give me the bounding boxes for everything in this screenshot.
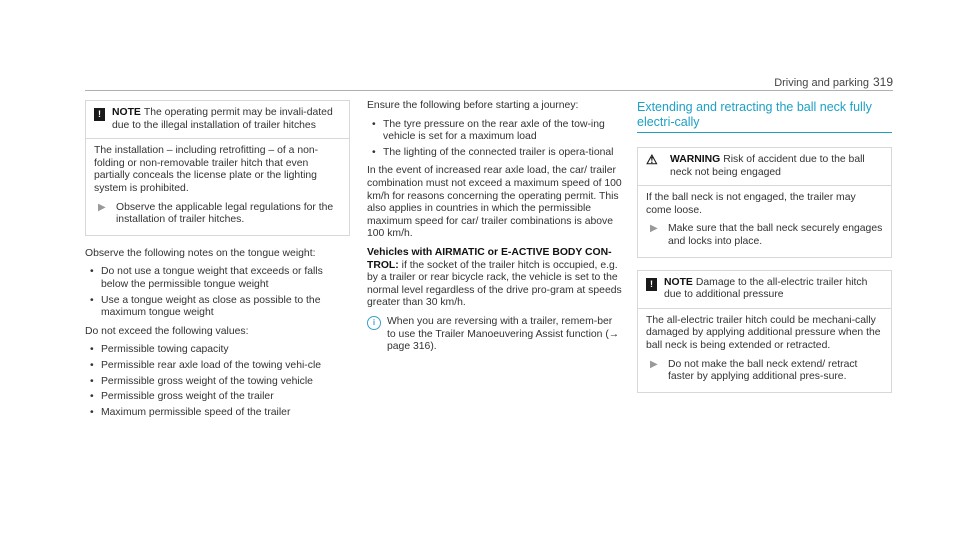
action-step xyxy=(646,223,883,248)
airmatic-text: if the socket of the trailer hitch is occupied, e.g. by a trailer or rear bicycle rack, the vehicle is set to the normal level regardless of the drive pro-gram at speeds greater than 30 km/h. xyxy=(367,259,622,309)
warning-head-sentence: Risk of accident due to the ball neck not being engaged xyxy=(670,154,865,178)
list-item: • The lighting of the connected trailer is opera-tional xyxy=(367,147,623,160)
action-step xyxy=(94,202,341,227)
notice-body-text: The installation – including retrofitting – of a non-folding or non-removable trailer hitch that even partially conceals the license plate or the lighting system is prohibited. xyxy=(94,145,319,194)
info-text: When you are reversing with a trailer, remem-ber to use the Trailer Manoeuvering Assist function (→ page 316). xyxy=(387,315,620,353)
action-step-text: Make sure that the ball neck securely engages and locks into place. xyxy=(668,223,883,247)
section-title: Extending and retracting the ball neck fully electri-cally xyxy=(637,100,892,133)
warning-keyword: WARNING xyxy=(670,154,721,165)
notice-head-text xyxy=(112,107,341,132)
column-2 xyxy=(367,100,623,354)
notice-head xyxy=(86,101,349,138)
action-step-text: Do not make the ball neck extend/ retract faster by applying additional pres-sure. xyxy=(668,358,858,383)
running-header xyxy=(774,76,893,90)
warning-head xyxy=(638,148,891,185)
column-3 xyxy=(637,100,892,405)
list-item: • Permissible rear axle load of the towing vehi-cle xyxy=(85,360,350,373)
warning-head-text xyxy=(670,154,883,179)
list-item: • Do not use a tongue weight that exceeds or falls below the permissible tongue weight xyxy=(85,266,350,291)
warning-body xyxy=(638,185,891,256)
notice-body xyxy=(638,308,891,392)
journey-intro: Ensure the following before starting a journey: xyxy=(367,100,579,111)
list-item: • Permissible gross weight of the towing vehicle xyxy=(85,376,350,389)
notice-keyword: NOTE xyxy=(664,276,693,288)
page-number: 319 xyxy=(872,75,893,89)
notice-head-sentence: Damage to the all-electric trailer hitch due to additional pressure xyxy=(664,276,868,301)
notice-body xyxy=(86,138,349,235)
play-arrow-icon: ▶ xyxy=(98,201,106,213)
journey-list xyxy=(367,119,623,160)
notice-box xyxy=(85,100,350,236)
notice-head-text xyxy=(664,277,883,302)
notice-head-sentence: The operating permit may be invali-dated due to the illegal installation of trailer hitches xyxy=(112,107,333,131)
list-item: • Use a tongue weight as close as possible to the maximum tongue weight xyxy=(85,295,350,320)
list-item: • The tyre pressure on the rear axle of the tow-ing vehicle is set for a maximum load xyxy=(367,119,623,144)
list-item: • Maximum permissible speed of the trailer xyxy=(85,407,350,420)
section-name: Driving and parking xyxy=(774,77,869,89)
list-item: • Permissible gross weight of the trailer xyxy=(85,391,350,404)
warning-body-text: If the ball neck is not engaged, the trailer may come loose. xyxy=(646,192,856,216)
tongue-weight-intro: Observe the following notes on the tongue weight: xyxy=(85,247,316,259)
play-arrow-icon: ▶ xyxy=(650,358,658,370)
notice-head xyxy=(638,271,891,308)
notice-keyword: NOTE xyxy=(112,107,141,118)
play-arrow-icon: ▶ xyxy=(650,223,658,235)
list-item: • Permissible towing capacity xyxy=(85,344,350,357)
limits-intro: Do not exceed the following values: xyxy=(85,325,249,337)
tongue-weight-list xyxy=(85,266,350,319)
page-header xyxy=(85,76,893,91)
airmatic-subhead: Vehicles with AIRMATIC or E-ACTIVE BODY CON-TROL: xyxy=(367,246,612,271)
notice-icon: ! xyxy=(646,278,657,291)
airmatic-paragraph xyxy=(367,247,623,310)
info-note xyxy=(367,316,623,354)
info-icon: i xyxy=(367,316,381,330)
action-step-text: Observe the applicable legal regulations for the installation of trailer hitches. xyxy=(116,201,334,226)
rear-axle-paragraph: In the event of increased rear axle load, the car/ trailer combination must not exceed a maximum speed of 100 km/h for reasons concerning the operating permit. This also applies in countries in which the permissible maximum speed for car/ trailer combinations is above 100 km/h. xyxy=(367,165,622,240)
warning-triangle-icon: ⚠ xyxy=(646,152,658,167)
limits-list xyxy=(85,344,350,419)
notice-body-text: The all-electric trailer hitch could be mechani-cally damaged by applying additional pressure when the ball neck is being extended or retracted. xyxy=(646,314,881,351)
warning-box xyxy=(637,147,892,258)
notice-box xyxy=(637,270,892,393)
column-1 xyxy=(85,100,350,425)
action-step xyxy=(646,359,883,384)
notice-icon: ! xyxy=(94,108,105,121)
